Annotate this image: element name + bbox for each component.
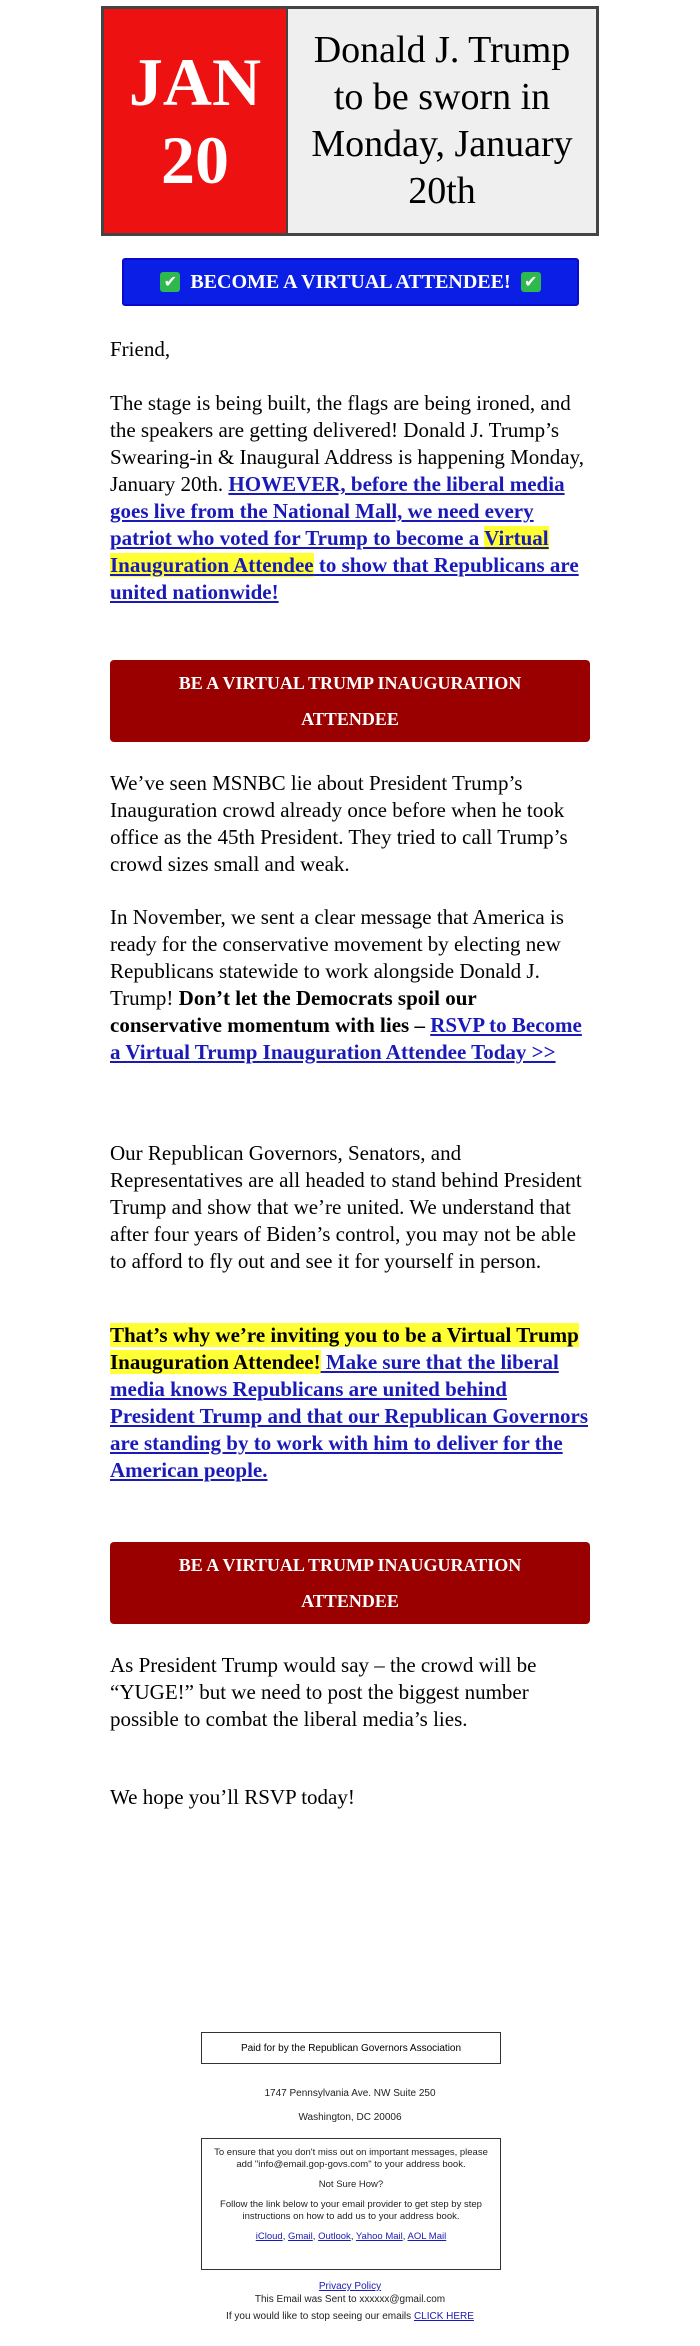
provider-link-icloud[interactable]: iCloud	[255, 2231, 283, 2242]
governors-text: Our Republican Governors, Senators, and Representatives are all headed to stand behind President Trump and show that we’re united. We understand that after four years of Biden’s control, you may not be able to afford to fly out and see it for yourself in person.	[110, 1141, 582, 1273]
intro-paragraph	[110, 390, 592, 606]
intro-link-part-b: to show that Republicans are united nationwide!	[110, 553, 579, 604]
greeting	[110, 336, 592, 363]
yuge-text: As President Trump would say – the crowd will be “YUGE!” but we need to post the biggest number possible to combat the liberal media’s lies.	[110, 1653, 537, 1731]
cta-red-2-label: BE A VIRTUAL TRUMP INAUGURATION ATTENDEE	[178, 1555, 522, 1611]
invite-paragraph	[110, 1322, 592, 1484]
email-provider-links: iCloud, Gmail, Outlook, Yahoo Mail, AOL Mail	[255, 2231, 447, 2242]
greeting-text: Friend,	[110, 337, 171, 361]
cta-red-1-label: BE A VIRTUAL TRUMP INAUGURATION ATTENDEE	[178, 673, 522, 729]
info-add-address: To ensure that you don't miss out on important messages, please add "info@email.gop-govs.com" to your address book.	[214, 2147, 488, 2170]
inauguration-header	[101, 6, 599, 236]
cta-top-label: BECOME A VIRTUAL ATTENDEE!	[190, 270, 511, 293]
footer-address	[0, 2082, 700, 2130]
governors-paragraph	[110, 1140, 592, 1275]
footer-bottom	[0, 2280, 700, 2323]
virtual-attendee-button-1[interactable]	[110, 660, 590, 742]
intro-text: The stage is being built, the flags are being ironed, and the speakers are getting delivered! Donald J. Trump’s Swearing-in & Inaugural Address is happening Monday, January 20th.	[110, 391, 584, 496]
check-mark-icon: ✔	[521, 272, 541, 292]
virtual-attendee-button-2[interactable]	[110, 1542, 590, 1624]
privacy-policy-link[interactable]: Privacy Policy	[318, 2281, 382, 2292]
become-virtual-attendee-button[interactable]	[122, 258, 579, 306]
address-book-info-box	[201, 2138, 501, 2270]
provider-link-aol[interactable]: AOL Mail	[407, 2231, 447, 2242]
check-mark-icon: ✔	[160, 272, 180, 292]
msnbc-text: We’ve seen MSNBC lie about President Trump’s Inauguration crowd already once before when he took office as the 45th President. They tried to call Trump’s crowd sizes small and weak.	[110, 771, 568, 876]
sent-to-text: This Email was Sent to xxxxxx@gmail.com	[254, 2294, 446, 2305]
rsvp-link[interactable]: RSVP to Become a Virtual Trump Inauguration Attendee Today >>	[110, 1013, 582, 1064]
intro-link-highlight: Virtual Inauguration Attendee	[110, 526, 549, 577]
date-month: JAN	[128, 44, 262, 120]
date-day: 20	[161, 122, 229, 198]
intro-link-part-a: HOWEVER, before the liberal media goes live from the National Mall, we need every patriot who voted for Trump to become a	[110, 472, 565, 550]
invite-highlight-text: That’s why we’re inviting you to be a Virtual Trump Inauguration Attendee!	[110, 1323, 579, 1374]
unsubscribe-text: If you would like to stop seeing our emails	[226, 2311, 414, 2322]
info-follow-link: Follow the link below to your email provider to get step by step instructions on how to add us to your address book.	[220, 2199, 482, 2222]
header-title: Donald J. Trump to be sworn in Monday, January 20th	[288, 9, 596, 233]
closing-paragraph	[110, 1784, 592, 1811]
unsubscribe-link[interactable]: CLICK HERE	[413, 2311, 474, 2322]
november-bold-text: Don’t let the Democrats spoil our conservative momentum with lies –	[110, 986, 477, 1037]
date-block	[104, 9, 288, 233]
november-text: In November, we sent a clear message that America is ready for the conservative movement by electing new Republicans statewide to work alongside Donald J. Trump!	[110, 905, 564, 1010]
paid-for-text: Paid for by the Republican Governors Association	[240, 2042, 462, 2054]
provider-link-yahoo[interactable]: Yahoo Mail	[355, 2231, 403, 2242]
address-line-1: 1747 Pennsylvania Ave. NW Suite 250	[264, 2088, 436, 2099]
november-paragraph	[110, 904, 592, 1066]
info-not-sure: Not Sure How?	[318, 2179, 384, 2190]
msnbc-paragraph	[110, 770, 592, 878]
address-line-2: Washington, DC 20006	[298, 2112, 402, 2123]
closing-text: We hope you’ll RSVP today!	[110, 1785, 355, 1809]
provider-link-outlook[interactable]: Outlook	[318, 2231, 351, 2242]
invite-link[interactable]: Make sure that the liberal media knows Republicans are united behind President Trump and that our Republican Governors are standing by to work with him to deliver for the American people.	[110, 1350, 588, 1482]
yuge-paragraph	[110, 1652, 592, 1733]
provider-link-gmail[interactable]: Gmail	[287, 2231, 313, 2242]
paid-for-box	[201, 2032, 501, 2064]
